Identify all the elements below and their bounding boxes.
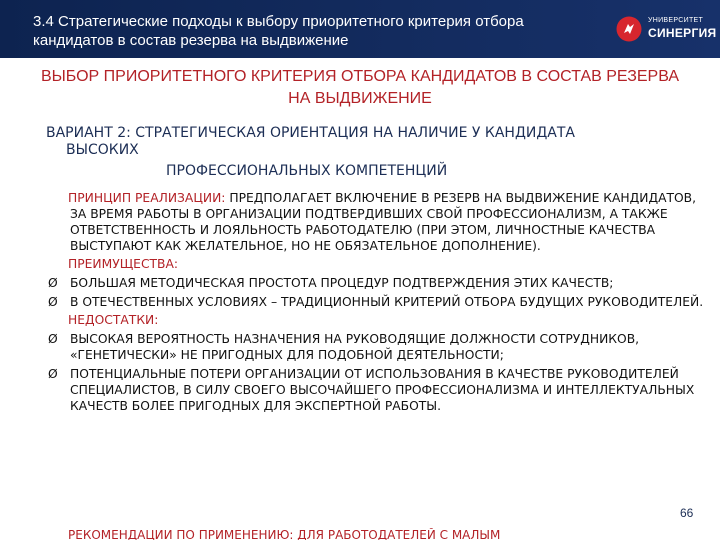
arrow-bullet-icon: Ø <box>48 367 58 381</box>
disadvantage-item <box>48 331 708 363</box>
principle-label: ПРИНЦИП РЕАЛИЗАЦИИ: <box>68 191 226 205</box>
disadvantage-text: ПОТЕНЦИАЛЬНЫЕ ПОТЕРИ ОРГАНИЗАЦИИ ОТ ИСПОЛЬЗОВАНИЯ В КАЧЕСТВЕ РУКОВОДИТЕЛЕЙ СПЕЦИАЛИСТОВ, В СИЛУ СВОЕГО ВЫСОЧАЙШЕГО ПРОФЕССИОНАЛИЗМА И ИНТЕЛЛЕКТУАЛЬНЫХ КАЧЕСТВ БОЛЕЕ ПРИГОДНЫХ ДЛЯ ЭКСПЕРТНОЙ РАБОТЫ. <box>70 367 695 413</box>
variant-line-3: ПРОФЕССИОНАЛЬНЫХ КОМПЕТЕНЦИЙ <box>166 163 448 179</box>
advantage-item <box>48 294 708 310</box>
slide-main-title: ВЫБОР ПРИОРИТЕТНОГО КРИТЕРИЯ ОТБОРА КАНДИДАТОВ В СОСТАВ РЕЗЕРВА НА ВЫДВИЖЕНИЕ <box>40 68 680 107</box>
arrow-bullet-icon: Ø <box>48 332 58 346</box>
principle-text: ПРЕДПОЛАГАЕТ ВКЛЮЧЕНИЕ В РЕЗЕРВ НА ВЫДВИЖЕНИЕ КАНДИДАТОВ, ЗА ВРЕМЯ РАБОТЫ В ОРГАНИЗАЦИИ ПОДТВЕРДИВШИХ СВОЙ ПРОФЕССИОНАЛИЗМ, А ТАКЖЕ ОТВЕТСТВЕННОСТЬ И ЛОЯЛЬНОСТЬ РАБОТОДАТЕЛЮ (ПРИ ЭТОМ, ЛИЧНОСТНЫЕ КАЧЕСТВА ВЫСТУПАЮТ КАК ЖЕЛАТЕЛЬНОЕ, НО НЕ ОБЯЗАТЕЛЬНОЕ ДОПОЛНЕНИЕ). <box>70 191 697 253</box>
header-bar <box>0 0 720 58</box>
variant-heading <box>46 125 696 180</box>
advantage-text: БОЛЬШАЯ МЕТОДИЧЕСКАЯ ПРОСТОТА ПРОЦЕДУР ПОДТВЕРЖДЕНИЯ ЭТИХ КАЧЕСТВ; <box>70 276 614 290</box>
disadvantage-item <box>48 366 708 414</box>
logo-name: СИНЕРГИЯ <box>648 26 717 40</box>
advantage-item <box>48 275 708 291</box>
synergy-logo-icon <box>616 16 642 42</box>
principle-paragraph <box>48 190 708 254</box>
slide-header-title: 3.4 Стратегические подходы к выбору приоритетного критерия отбора кандидатов в состав резерва на выдвижение <box>33 13 524 49</box>
disadvantages-label: НЕДОСТАТКИ: <box>68 313 159 327</box>
university-logo <box>616 14 716 44</box>
variant-line-2: ВЫСОКИХ <box>66 142 139 158</box>
arrow-bullet-icon: Ø <box>48 276 58 290</box>
logo-subtitle: УНИВЕРСИТЕТ <box>648 17 704 24</box>
recommendations-line-cut: РЕКОМЕНДАЦИИ ПО ПРИМЕНЕНИЮ: ДЛЯ РАБОТОДАТЕЛЕЙ С МАЛЫМ <box>68 528 501 540</box>
variant-line-1: ВАРИАНТ 2: СТРАТЕГИЧЕСКАЯ ОРИЕНТАЦИЯ НА НАЛИЧИЕ У КАНДИДАТА <box>46 125 576 141</box>
advantage-text: В ОТЕЧЕСТВЕННЫХ УСЛОВИЯХ – ТРАДИЦИОННЫЙ КРИТЕРИЙ ОТБОРА БУДУЩИХ РУКОВОДИТЕЛЕЙ. <box>70 295 704 309</box>
arrow-bullet-icon: Ø <box>48 295 58 309</box>
slide-body <box>48 190 708 414</box>
disadvantage-text: ВЫСОКАЯ ВЕРОЯТНОСТЬ НАЗНАЧЕНИЯ НА РУКОВОДЯЩИЕ ДОЛЖНОСТИ СОТРУДНИКОВ, «ГЕНЕТИЧЕСКИ» НЕ ПРИГОДНЫХ ДЛЯ ПОДОБНОЙ ДЕЯТЕЛЬНОСТИ; <box>70 332 640 362</box>
page-number: 66 <box>680 506 694 520</box>
advantages-label: ПРЕИМУЩЕСТВА: <box>68 257 179 271</box>
